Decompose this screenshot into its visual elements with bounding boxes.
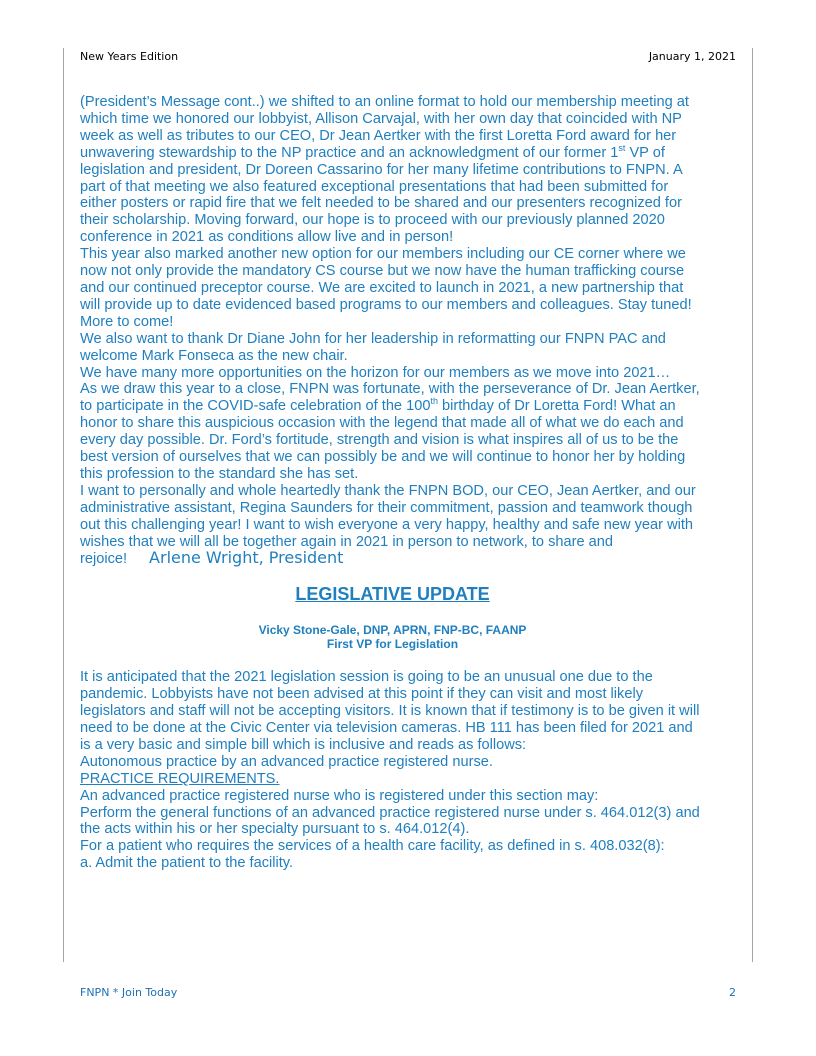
president-paragraph-5: As we draw this year to a close, FNPN was fortunate, with the perseverance of Dr. Jean Aertker, to participate in the COVID-safe celebration of the 100th birthday of Dr Loretta Ford! What an honor to share this auspicious occasion with the legend that made all of what we do each and every day possible. Dr. Ford’s fortitude, strength and vision is what inspires all of us to be the best version of ourselves that we can possibly be and we will continue to honor her by holding this profession to the standard she has set. (80, 381, 700, 482)
right-margin-rule (752, 48, 753, 962)
footer-join: FNPN * Join Today (80, 986, 178, 999)
legislative-heading: LEGISLATIVE UPDATE (295, 584, 490, 605)
president-signature: Arlene Wright, President (149, 548, 344, 568)
author-name: Vicky Stone-Gale, DNP, APRN, FNP-BC, FAANP (258, 623, 527, 638)
legislative-paragraph-1: It is anticipated that the 2021 legislation session is going to be an unusual one due to the pandemic. Lobbyists have not been advised at this point if they can visit and most likely legislators and staff will not be accepting visitors. It is known that if testimony is to be given it will need to be done at the Civic Center via television cameras. HB 111 has been filed for 2021 and is a very basic and simple bill which is inclusive and reads as follows: (80, 669, 700, 753)
legislative-paragraph-2: Autonomous practice by an advanced practice registered nurse. (80, 753, 493, 770)
ordinal-superscript: st (618, 142, 626, 153)
president-paragraph-1: (President’s Message cont..) we shifted to an online format to hold our membership meeting at which time we honored our lobbyist, Allison Carvajal, with her own day that coincided with NP week as well as tributes to our CEO, Dr Jean Aertker with the first Loretta Ford award for her unwavering stewardship to the NP practice and an acknowledgment of our former 1st VP of legislation and president, Dr Doreen Cassarino for her many lifetime contributions to FNPN. A part of that meeting we also featured exceptional presentations that had been submitted for either posters or rapid fire that we felt needed to be shared and our presenters recognized for their scholarship. Moving forward, our hope is to proceed with our previously planned 2020 conference in 2021 as conditions allow live and in person! (80, 94, 689, 246)
legislative-update (80, 669, 705, 872)
legislative-paragraph-5: For a patient who requires the services of a health care facility, as defined in s. 408.032(8): (80, 838, 665, 855)
header-edition: New Years Edition (80, 50, 179, 63)
president-paragraph-2: This year also marked another new option for our members including our CE corner where we now not only provide the mandatory CS course but we now have the human trafficking course and our continued preceptor course. We are excited to launch in 2021, a new partnership that will provide up to date evidenced based programs to our members and colleagues. Stay tuned! More to come! (80, 246, 692, 330)
practice-requirements-heading: PRACTICE REQUIREMENTS. (80, 770, 280, 787)
president-paragraph-3: We also want to thank Dr Diane John for her leadership in reformatting our FNPN PAC and welcome Mark Fonseca as the new chair. (80, 330, 666, 364)
legislative-paragraph-6: a. Admit the patient to the facility. (80, 855, 294, 872)
ordinal-superscript: th (430, 396, 438, 407)
legislative-paragraph-4: Perform the general functions of an advanced practice registered nurse under s. 464.012(3) and the acts within his or her specialty pursuant to s. 464.012(4). (80, 804, 700, 838)
page-content (80, 94, 705, 872)
legislative-paragraph-3: An advanced practice registered nurse who is registered under this section may: (80, 787, 599, 804)
footer-page-number: 2 (729, 986, 736, 999)
legislative-byline (80, 623, 705, 651)
president-paragraph-4: We have many more opportunities on the horizon for our members as we move into 2021… (80, 364, 671, 381)
author-title: First VP for Legislation (326, 637, 459, 652)
left-margin-rule (63, 48, 64, 962)
president-message (80, 94, 705, 568)
president-paragraph-6 (80, 483, 705, 569)
header-date: January 1, 2021 (648, 50, 736, 63)
closing-text: I want to personally and whole heartedly thank the FNPN BOD, our CEO, Jean Aertker, and our administrative assistant, Regina Saunders for their commitment, passion and teamwork though out this challenging year! I want to wish everyone a very happy, healthy and safe new year with wishes that we will all be together again in 2021 in person to network, to share and rejoice! (80, 482, 696, 568)
